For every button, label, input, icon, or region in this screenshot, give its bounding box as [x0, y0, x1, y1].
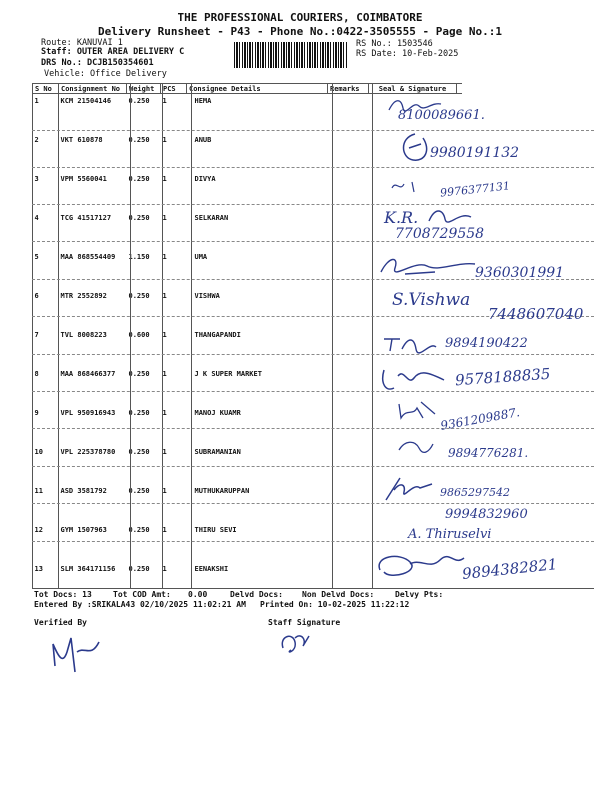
cell-consignee: SUBRAMANIAN — [194, 448, 241, 456]
cell-consignment: MAA 868554409 — [60, 253, 116, 261]
row-divider — [32, 466, 594, 467]
handwritten-phone: 7708729558 — [395, 226, 485, 242]
staff-signature-label: Staff Signature — [268, 618, 341, 627]
handwritten-phone: 9578188835 — [454, 364, 551, 390]
handwritten-phone: 9976377131 — [439, 179, 511, 200]
cell-weight: 0.250 — [128, 448, 150, 456]
cell-consignment: VPM 5560041 — [60, 175, 107, 183]
table-rule — [191, 83, 192, 588]
handwritten-phone: 9361209887. — [439, 405, 521, 433]
cell-consignee: DIVYA — [194, 175, 216, 183]
cell-consignment: ASD 3581792 — [60, 487, 107, 495]
total-cod-value: 0.00 — [188, 590, 208, 599]
header-weight: Weight — [127, 84, 161, 94]
cell-consignment: SLM 364171156 — [60, 565, 116, 573]
verified-by-label: Verified By — [34, 618, 87, 627]
cell-pcs: 1 — [162, 565, 167, 573]
table-row — [33, 406, 457, 445]
printed-on: Printed On: 10-02-2025 11:22:12 — [260, 600, 410, 609]
cell-consignee: THIRU SEVI — [194, 526, 237, 534]
cell-sno: 11 — [34, 487, 43, 495]
non-delivered-docs: Non Delvd Docs: — [302, 590, 375, 599]
cell-weight: 0.250 — [128, 370, 150, 378]
cell-consignee: SELKARAN — [194, 214, 229, 222]
header-remarks: Remarks — [328, 84, 369, 94]
rs-number: RS No.: 1503546 — [356, 39, 433, 49]
cell-pcs: 1 — [162, 448, 167, 456]
cell-pcs: 1 — [162, 253, 167, 261]
table-rule — [32, 588, 594, 589]
cell-pcs: 1 — [162, 526, 167, 534]
table-rule — [58, 83, 59, 588]
cell-sno: 9 — [34, 409, 39, 417]
cell-consignment: TVL 8008223 — [60, 331, 107, 339]
delivery-points: Delvy Pts: — [395, 590, 444, 599]
table-rule — [32, 93, 462, 94]
cell-weight: 0.250 — [128, 136, 150, 144]
cell-consignment: VPL 225378780 — [60, 448, 116, 456]
cell-pcs: 1 — [162, 487, 167, 495]
cell-consignment: TCG 41517127 — [60, 214, 112, 222]
cell-consignment: VKT 610878 — [60, 136, 103, 144]
table-rule — [130, 83, 131, 588]
cell-sno: 13 — [34, 565, 43, 573]
company-title: THE PROFESSIONAL COURIERS, COIMBATORE — [177, 11, 423, 24]
cell-weight: 1.150 — [128, 253, 150, 261]
cell-consignment: MAA 868466377 — [60, 370, 116, 378]
drs-number: DRS No.: DCJB150354601 — [41, 58, 154, 68]
entered-by: Entered By :SRIKALA43 02/10/2025 11:02:21 AM — [34, 600, 246, 609]
verified-by-signature — [45, 632, 105, 680]
handwritten-phone: 9360301991 — [475, 265, 565, 281]
handwritten-phone: 9894776281. — [448, 446, 529, 460]
total-cod-label: Tot COD Amt: — [113, 590, 171, 599]
staff-label: Staff: OUTER AREA DELIVERY C — [41, 47, 185, 57]
table-rule — [32, 83, 33, 588]
cell-weight: 0.250 — [128, 214, 150, 222]
row-divider — [32, 541, 594, 542]
cell-weight: 0.250 — [128, 487, 150, 495]
cell-pcs: 1 — [162, 136, 167, 144]
signature-scribble — [425, 205, 475, 227]
cell-sno: 12 — [34, 526, 43, 534]
cell-sno: 7 — [34, 331, 39, 339]
cell-weight: 0.250 — [128, 292, 150, 300]
signature-scribble — [375, 252, 480, 278]
cell-consignment: VPL 950916943 — [60, 409, 116, 417]
table-rule — [32, 83, 462, 84]
cell-pcs: 1 — [162, 370, 167, 378]
cell-sno: 5 — [34, 253, 39, 261]
vehicle-label: Vehicle: Office Delivery — [44, 69, 167, 79]
cell-consignee: MANOJ KUAMR — [194, 409, 241, 417]
table-rule — [162, 83, 163, 588]
table-header-row — [33, 84, 457, 94]
staff-signature — [277, 628, 313, 656]
table-rule — [372, 83, 373, 588]
cell-weight: 0.250 — [128, 565, 150, 573]
signature-scribble — [380, 474, 440, 504]
cell-sno: 6 — [34, 292, 39, 300]
cell-sno: 4 — [34, 214, 39, 222]
cell-weight: 0.250 — [128, 175, 150, 183]
header-pcs: PCS — [161, 84, 187, 94]
handwritten-phone: 9865297542 — [440, 486, 510, 499]
cell-sno: 8 — [34, 370, 39, 378]
cell-consignee: HEMA — [194, 97, 212, 105]
total-docs: Tot Docs: 13 — [34, 590, 92, 599]
row-divider — [32, 241, 594, 242]
cell-weight: 0.250 — [128, 409, 150, 417]
handwritten-phone: 9994832960 — [445, 507, 528, 522]
route-label: Route: KANUVAI 1 — [41, 38, 123, 48]
row-divider — [32, 391, 594, 392]
cell-consignee: VISHWA — [194, 292, 220, 300]
cell-sno: 2 — [34, 136, 39, 144]
cell-consignment: KCM 21504146 — [60, 97, 112, 105]
cell-consignee: J K SUPER MARKET — [194, 370, 262, 378]
cell-consignment: GYM 1507963 — [60, 526, 107, 534]
cell-pcs: 1 — [162, 292, 167, 300]
cell-pcs: 1 — [162, 214, 167, 222]
cell-pcs: 1 — [162, 97, 167, 105]
signature-scribble — [388, 176, 428, 196]
handwritten-phone: 9894190422 — [445, 336, 528, 351]
header-consignment: Consignment No — [59, 84, 127, 94]
row-divider — [32, 354, 594, 355]
cell-consignment: MTR 2552892 — [60, 292, 107, 300]
cell-consignee: ANUB — [194, 136, 212, 144]
handwritten-name: S.Vishwa — [392, 290, 471, 310]
cell-consignee: THANGAPANDI — [194, 331, 241, 339]
signature-scribble — [370, 550, 468, 584]
handwritten-name: A. Thiruselvi — [408, 527, 492, 542]
table-rule — [332, 83, 333, 588]
row-divider — [32, 428, 594, 429]
header-signature: Seal & Signature — [369, 84, 457, 94]
cell-consignee: UMA — [194, 253, 208, 261]
handwritten-phone: 9894382821 — [461, 555, 559, 583]
handwritten-phone: 8100089661. — [398, 108, 485, 123]
cell-pcs: 1 — [162, 409, 167, 417]
cell-weight: 0.250 — [128, 97, 150, 105]
row-divider — [32, 167, 594, 168]
row-divider — [32, 130, 594, 131]
handwritten-name: K.R. — [384, 208, 419, 227]
cell-weight: 0.250 — [128, 526, 150, 534]
header-consignee: Consignee Details — [187, 84, 328, 94]
barcode — [234, 42, 348, 68]
cell-consignee: MUTHUKARUPPAN — [194, 487, 250, 495]
rs-date: RS Date: 10-Feb-2025 — [356, 49, 459, 59]
cell-sno: 1 — [34, 97, 39, 105]
cell-weight: 0.600 — [128, 331, 150, 339]
row-divider — [32, 503, 594, 504]
row-divider — [32, 204, 594, 205]
signature-scribble — [378, 366, 450, 394]
cell-pcs: 1 — [162, 175, 167, 183]
handwritten-phone: 7448607040 — [488, 305, 584, 323]
signature-scribble — [380, 333, 440, 355]
header-sno: S No — [33, 84, 59, 94]
cell-sno: 3 — [34, 175, 39, 183]
delivered-docs: Delvd Docs: — [230, 590, 283, 599]
signature-scribble — [395, 130, 435, 166]
cell-sno: 10 — [34, 448, 43, 456]
cell-consignee: EENAKSHI — [194, 565, 229, 573]
handwritten-phone: 9980191132 — [430, 145, 520, 161]
signature-scribble — [395, 398, 445, 424]
cell-pcs: 1 — [162, 331, 167, 339]
signature-scribble — [395, 436, 437, 458]
runsheet-title: Delivery Runsheet - P43 - Phone No.:0422-3505555 - Page No.:1 — [98, 25, 502, 38]
